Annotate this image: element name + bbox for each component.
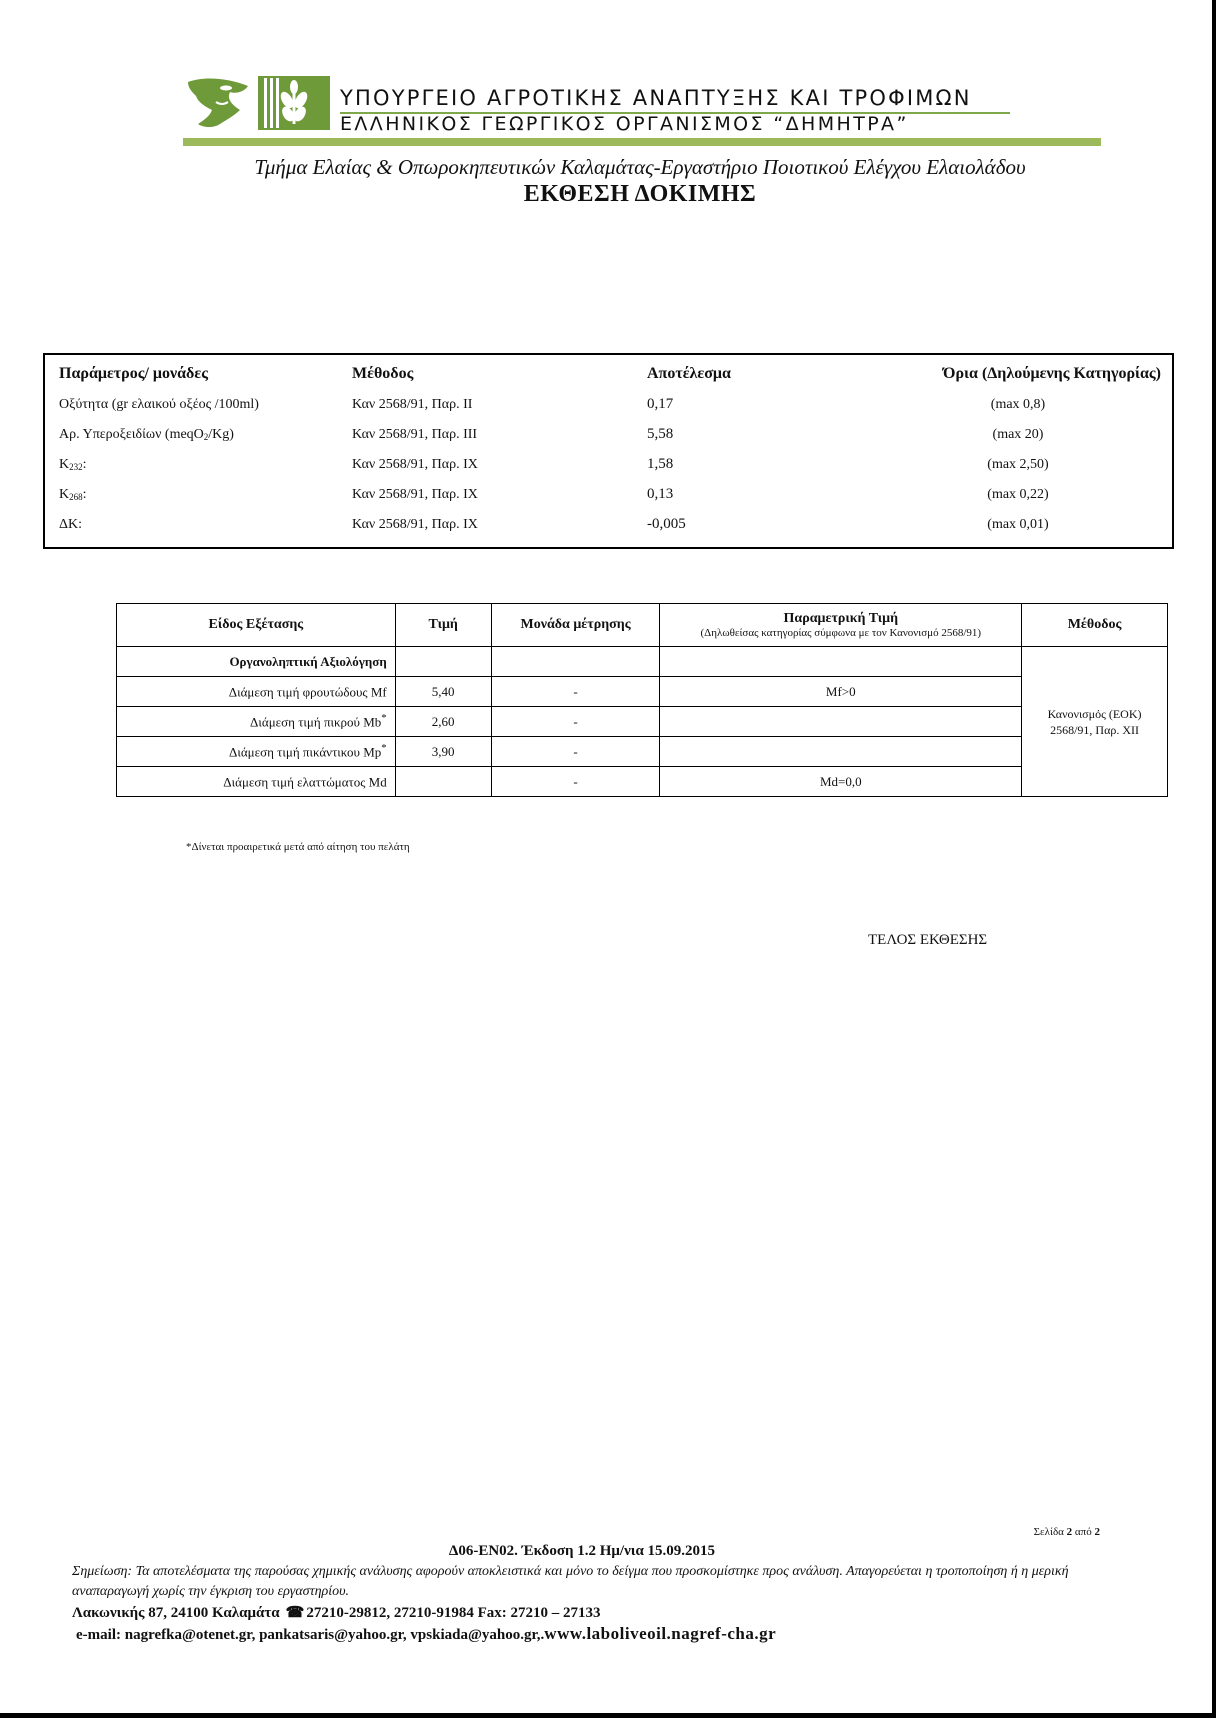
col-header-value: Τιμή (395, 604, 491, 647)
header-bar (183, 138, 1101, 146)
section-label: Οργανοληπτική Αξιολόγηση (117, 647, 396, 677)
param-peroxides: Αρ. Υπεροξειδίων (meqO$_2$/Kg) (59, 427, 234, 442)
row-unit: - (491, 707, 660, 737)
method-k232: Καν 2568/91, Παρ. ΙΧ (352, 457, 478, 472)
row-unit: - (491, 737, 660, 767)
footer-email: e-mail: nagrefka@otenet.gr, pankatsaris@yahoo.gr, vpskiada@yahoo.gr,.www.laboliveoil.nagref-cha.gr (76, 1624, 777, 1643)
page-border-bottom (0, 1713, 1216, 1718)
chemical-parameters-box (43, 353, 1174, 549)
document-code: Δ06-ΕΝ02. Έκδοση 1.2 Ημ/νια 15.09.2015 (448, 1543, 716, 1559)
method-delta-k: Καν 2568/91, Παρ. ΙΧ (352, 517, 478, 532)
table-header-row (117, 604, 1168, 647)
param-k232: $K_{232}$: (59, 457, 87, 472)
row-unit: - (491, 767, 660, 797)
limit-acidity: (max 0,8) (990, 397, 1046, 412)
page-number: Σελίδα 2 από 2 (1033, 1526, 1100, 1538)
end-of-report: ΤΕΛΟΣ ΕΚΘΕΣΗΣ (868, 932, 988, 948)
row-label: Διάμεση τιμή ελαττώματος Md (117, 767, 396, 797)
limit-peroxides: (max 20) (992, 427, 1044, 442)
result-acidity: 0,17 (647, 396, 674, 412)
limits-header: Όρια (Δηλούμενης Κατηγορίας) (943, 365, 1161, 382)
result-k268: 0,13 (647, 486, 674, 502)
row-label: Διάμεση τιμή πικρού Mb* (117, 707, 396, 737)
result-delta-k: -0,005 (647, 516, 686, 532)
row-value: 2,60 (395, 707, 491, 737)
col-header-type: Είδος Εξέτασης (117, 604, 396, 647)
row-value: 3,90 (395, 737, 491, 767)
row-param-value (660, 707, 1022, 737)
method-peroxides: Καν 2568/91, Παρ. ΙΙΙ (352, 427, 478, 442)
param-header: Παράμετρος/ μονάδες (59, 365, 208, 382)
method-cell: Κανονισμός (ΕΟΚ) 2568/91, Παρ. ΧΙΙ (1022, 647, 1168, 797)
department-line: Τμήμα Ελαίας & Οπωροκηπευτικών Καλαμάτας-Εργαστήριο Ποιοτικού Ελέγχου Ελαιολάδου (254, 155, 1026, 179)
result-k232: 1,58 (647, 456, 674, 472)
param-k268: $K_{268}$: (59, 487, 87, 502)
footer-address: Λακωνικής 87, 24100 Καλαμάτα ☎ 27210-29812, 27210-91984 Fax: 27210 – 27133 (72, 1605, 601, 1621)
organoleptic-table (116, 603, 1168, 797)
table-row (117, 707, 1168, 737)
row-label: Διάμεση τιμή φρουτώδους Mf (117, 677, 396, 707)
row-value: 5,40 (395, 677, 491, 707)
table-row (117, 647, 1168, 677)
col-header-unit: Μονάδα μέτρησης (491, 604, 660, 647)
result-header: Αποτέλεσμα (647, 365, 731, 382)
row-param-value (660, 737, 1022, 767)
report-title: ΕΚΘΕΣΗ ΔΟΚΙΜΗΣ (523, 181, 757, 207)
ministry-name: ΥΠΟΥΡΓΕΙΟ ΑΓΡΟΤΙΚΗΣ ΑΝΑΠΤΥΞΗΣ ΚΑΙ ΤΡΟΦΙΜΩΝ (340, 86, 972, 110)
website-link[interactable]: www.laboliveoil.nagref-cha.gr (544, 1624, 777, 1643)
organization-name: ΕΛΛΗΝΙΚΟΣ ΓΕΩΡΓΙΚΟΣ ΟΡΓΑΝΙΣΜΟΣ “ΔΗΜΗΤΡΑ” (340, 113, 909, 135)
table-row (117, 767, 1168, 797)
table-row (117, 677, 1168, 707)
param-delta-k: ΔΚ: (59, 517, 83, 532)
row-value (395, 767, 491, 797)
footnote: *Δίνεται προαιρετικά μετά από αίτηση του πελάτη (186, 841, 410, 853)
table-row (117, 737, 1168, 767)
limit-k232: (max 2,50) (987, 457, 1049, 472)
telephone-icon: ☎ (285, 1605, 305, 1621)
param-acidity: Οξύτητα (gr ελαικού οξέος /100ml) (59, 397, 259, 412)
method-k268: Καν 2568/91, Παρ. ΙΧ (352, 487, 478, 502)
row-param-value: Mf>0 (660, 677, 1022, 707)
olive-branch-logo-icon (186, 76, 330, 130)
limit-delta-k: (max 0,01) (987, 517, 1049, 532)
col-header-param-value: Παραμετρική Τιμή (Δηλωθείσας κατηγορίας σύμφωνα με τον Κανονισμό 2568/91) (660, 604, 1022, 647)
page-border-right (1212, 0, 1216, 1718)
method-acidity: Καν 2568/91, Παρ. ΙΙ (352, 397, 473, 412)
footer-note: Σημείωση: Τα αποτελέσματα της παρούσας χημικής ανάλυσης αφορούν αποκλειστικά και μόνο το δείγμα που προσκομίστηκε προς ανάλυση. Απαγορεύεται η τροποποίηση ή η μερική αναπαραγωγή χωρίς την έγκριση του εργαστηρίου. (72, 1564, 1069, 1599)
method-header: Μέθοδος (352, 365, 414, 382)
row-param-value: Md=0,0 (660, 767, 1022, 797)
limit-k268: (max 0,22) (987, 487, 1049, 502)
row-unit: - (491, 677, 660, 707)
col-header-method: Μέθοδος (1022, 604, 1168, 647)
row-label: Διάμεση τιμή πικάντικου Mp* (117, 737, 396, 767)
result-peroxides: 5,58 (647, 426, 674, 442)
